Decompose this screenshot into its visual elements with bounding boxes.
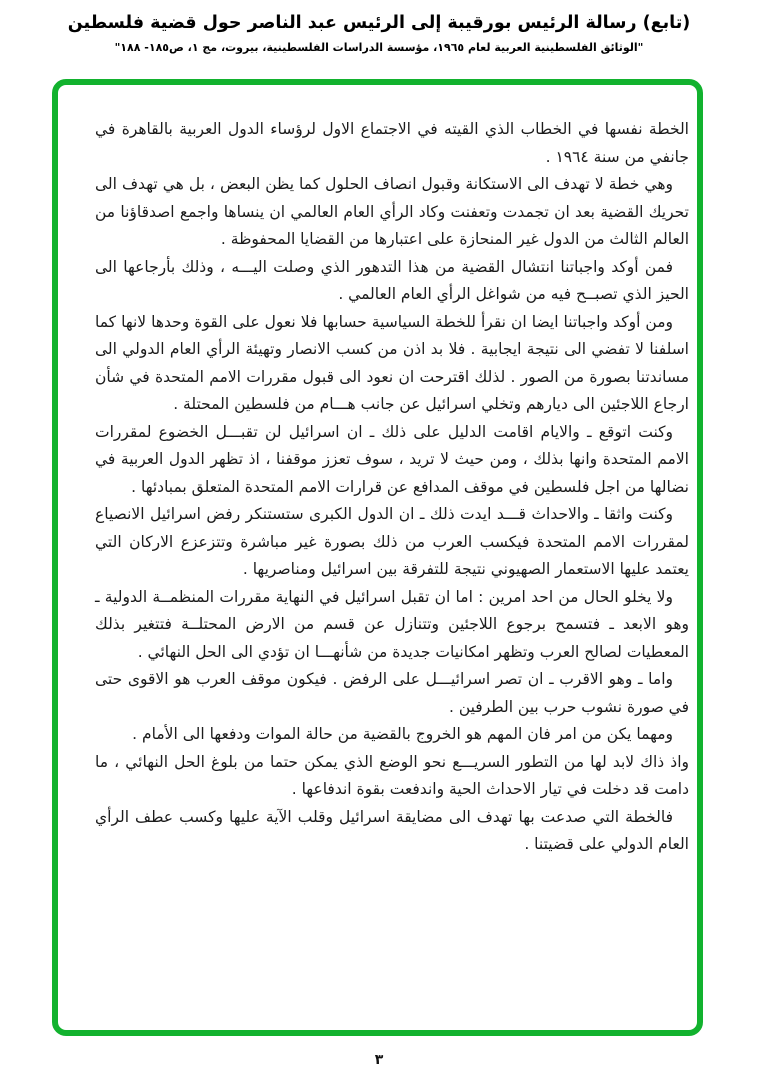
document-header bbox=[0, 10, 758, 56]
page-number: ٣ bbox=[374, 1052, 384, 1068]
green-border-frame bbox=[52, 79, 703, 1036]
paragraph: فالخطة التي صدعت بها تهدف الى مضايقة اسرائيل وقلب الآية عليها وكسب عطف الرأي العام الدولي على قضيتنا . bbox=[95, 807, 689, 853]
paragraph: ومن أوكد واجباتنا ايضا ان نقرأ للخطة السياسية حسابها فلا نعول على القوة وحدها لانها كما اسلفنا لا تفضي الى نتيجة ايجابية . فلا بد اذن من كسب الانصار وتهيئة الرأي العام الدولي الى مساندتنا بصورة من الصور . لذلك اقترحت ان نعود الى قبول مقررات الامم المتحدة في شأن ارجاع اللاجئين الى ديارهم وتخلي اسرائيل عن جانب هـــام من فلسطين المحتلة . bbox=[95, 312, 689, 413]
paragraph: ومهما يكن من امر فان المهم هو الخروج بالقضية من حالة الموات ودفعها الى الأمام . bbox=[132, 725, 673, 743]
paragraph: الخطة نفسها في الخطاب الذي القيته في الاجتماع الاول لرؤساء الدول العربية بالقاهرة في جانفي من سنة ١٩٦٤ . bbox=[95, 120, 689, 166]
paragraph: ولا يخلو الحال من احد امرين : اما ان تقبل اسرائيل في النهاية مقررات المنظمــة الدولية ـ وهو الابعد ـ فتسمح برجوع اللاجئين وتتنازل عن قسم من الارض المحتلــة فتتغير بذلك المعطيات لصالح العرب وتظهر امكانيات جديدة من شأنهـــا ان تؤدي الى الحل النهائي . bbox=[95, 587, 689, 661]
paragraph: وكنت اتوقع ـ والايام اقامت الدليل على ذلك ـ ان اسرائيل لن تقبـــل الخضوع لمقررات الامم المتحدة وانها بذلك ، ومن حيث لا تريد ، سوف تعزز موقفنا ، اذ تظهر الدول العربية في نضالها من اجل فلسطين في موقف المدافع عن قرارات الامم المتحدة المتعلق بمبادئها . bbox=[95, 422, 689, 496]
paragraph: واما ـ وهو الاقرب ـ ان تصر اسرائيـــل على الرفض . فيكون موقف العرب هو الاقوى حتى في صورة نشوب حرب بين الطرفين . bbox=[95, 670, 689, 716]
document-title: (تابع) رسالة الرئيس بورقيبة إلى الرئيس عبد الناصر حول قضية فلسطين bbox=[67, 13, 691, 33]
paragraph: وهي خطة لا تهدف الى الاستكانة وقبول انصاف الحلول كما يظن البعض ، بل هي تهدف الى تحريك القضية بعد ان تجمدت وتعفنت وكاد الرأي العام العالمي ان ينساها واجمع اصدقاؤنا من العالم الثالث من الدول غير المنحازة على اعتبارها من القضايا المحفوظة . bbox=[95, 175, 689, 248]
paragraph: فمن أوكد واجباتنا انتشال القضية من هذا التدهور الذي وصلت اليـــه ، وذلك بأرجاعها الى الحيز الذي تصبــح فيه من شواغل الرأي العام العالمي . bbox=[95, 257, 689, 303]
letter-body bbox=[58, 85, 697, 1030]
paragraph: وكنت واثقا ـ والاحداث قـــد ايدت ذلك ـ ان الدول الكبرى ستستنكر رفض اسرائيل الانصياع لمقررات الامم المتحدة فيكسب العرب من ذلك بصورة غير مباشرة وتتزعزع الاركان التي يعتمد عليها الاستعمار الصهيوني نتيجة للتفرقة بين اسرائيل ومناصريها . bbox=[95, 505, 689, 578]
paragraph: واذ ذاك لابد لها من التطور السريـــع نحو الوضع الذي يمكن حتما من بلوغ الحل النهائي ، ما دامت قد دخلت في تيار الاحداث الحية واندفعت بقوة اندفاعها . bbox=[95, 752, 689, 798]
source-citation: "الوثائق الفلسطينية العربية لعام ١٩٦٥، مؤسسة الدراسات الفلسطينية، بيروت، مج ١، ص١٨٥- ١٨٨" bbox=[114, 41, 644, 54]
